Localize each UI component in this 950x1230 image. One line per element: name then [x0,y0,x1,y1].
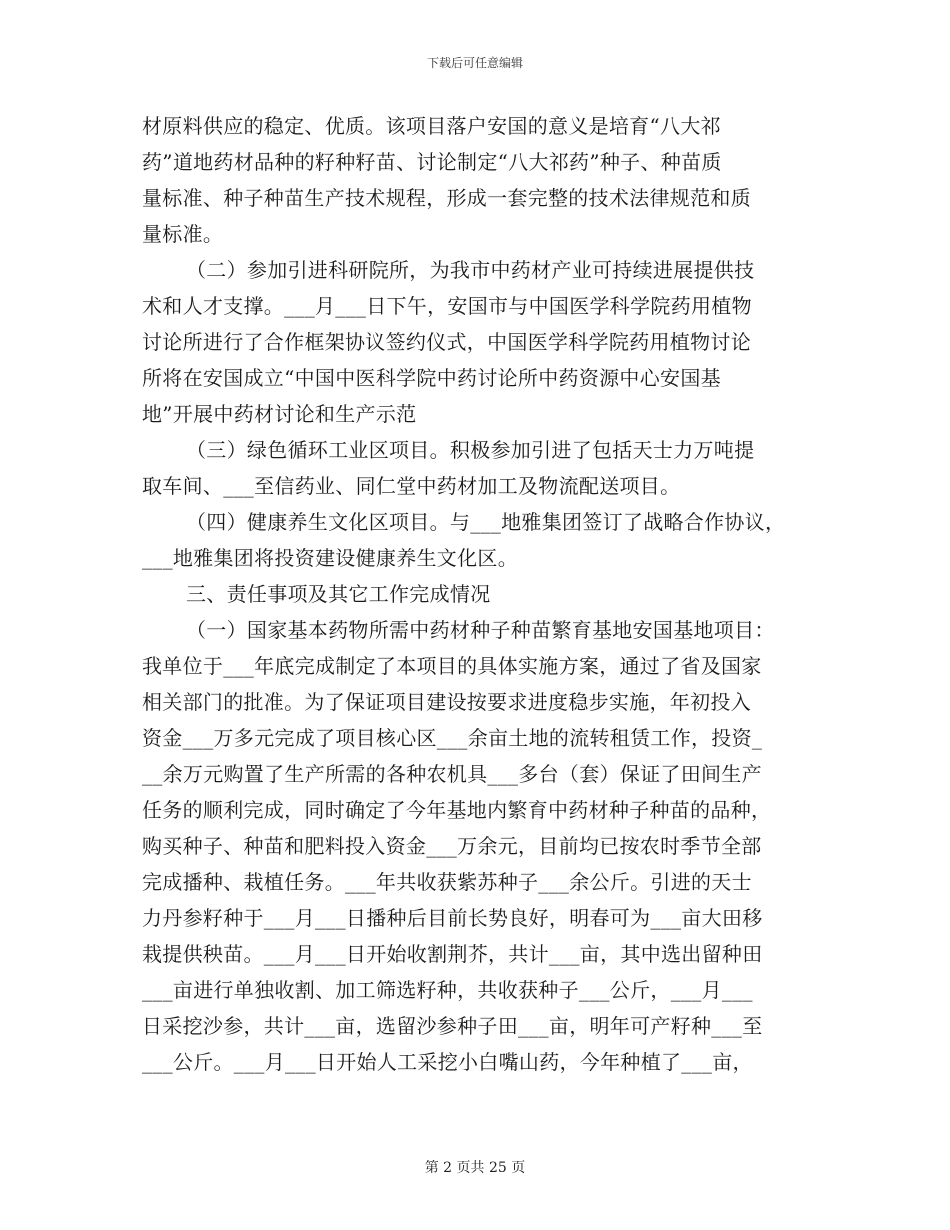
text-line: __余万元购置了生产所需的各种农机具___多台（套）保证了田间生产 [142,762,762,786]
text-line: 任务的顺利完成，同时确定了今年基地内繁育中药材种子种苗的品种， [142,798,772,822]
page-number: 第 2 页共 25 页 [424,1160,526,1176]
text-line: 我单位于___年底完成制定了本项目的具体实施方案，通过了省及国家 [142,654,762,678]
text-line: ___地雅集团将投资建设健康养生文化区。 [142,546,518,570]
section-heading: 三、责任事项及其它工作完成情况 [186,582,491,606]
text-line: 讨论所进行了合作框架协议签约仪式，中国医学科学院药用植物讨论 [142,330,751,354]
text-line: 栽提供秧苗。___月___日开始收割荆芥，共计___亩，其中选出留种田 [142,942,763,966]
text-line: 所将在安国成立“中国中医科学院中药讨论所中药资源中心安国基 [142,366,721,390]
text-line: 术和人才支撑。___月___日下午，安国市与中国医学科学院药用植物 [142,294,752,318]
text-line: 购买种子、种苗和肥料投入资金___万余元，目前均已按农时季节全部 [142,834,762,858]
text-line: 相关部门的批准。为了保证项目建设按要求进度稳步实施，年初投入 [142,690,751,714]
paragraph-heading: （一）国家基本药物所需中药材种子种苗繁育基地安国基地项目： [186,618,775,642]
text-line: 资金___万多元完成了项目核心区___余亩土地的流转租赁工作，投资_ [142,726,763,750]
page-header: 下载后可任意编辑 [426,56,523,70]
text-line: ___公斤。___月___日开始人工采挖小白嘴山药，今年种植了___亩， [142,1050,753,1074]
text-line: 量标准、种子种苗生产技术规程，形成一套完整的技术法律规范和质 [142,186,751,210]
text-line: 量标准。 [142,222,224,246]
text-line: 地”开展中药材讨论和生产示范 [142,402,417,426]
paragraph-heading: （二）参加引进科研院所，为我市中药材产业可持续进展提供技 [186,258,755,282]
text-line: 药”道地药材品种的籽种籽苗、讨论制定“八大祁药”种子、种苗质 [142,150,722,174]
text-line: 取车间、___至信药业、同仁堂中药材加工及物流配送项目。 [142,474,681,498]
paragraph-heading: （三）绿色循环工业区项目。积极参加引进了包括天士力万吨提 [186,438,755,462]
paragraph-heading: （四）健康养生文化区项目。与___地雅集团签订了战略合作协议， [186,510,786,534]
text-line: ___亩进行单独收割、加工筛选籽种，共收获种子___公斤，___月___ [142,978,753,1002]
text-line: 力丹参籽种于___月___日播种后目前长势良好，明春可为___亩大田移 [142,906,763,930]
text-line: 完成播种、栽植任务。___年共收获紫苏种子___余公斤。引进的天士 [142,870,752,894]
text-line: 日采挖沙参，共计___亩，选留沙参种子田___亩，明年可产籽种___至 [142,1014,763,1038]
text-line: 材原料供应的稳定、优质。该项目落户安国的意义是培育“八大祁 [142,114,721,138]
